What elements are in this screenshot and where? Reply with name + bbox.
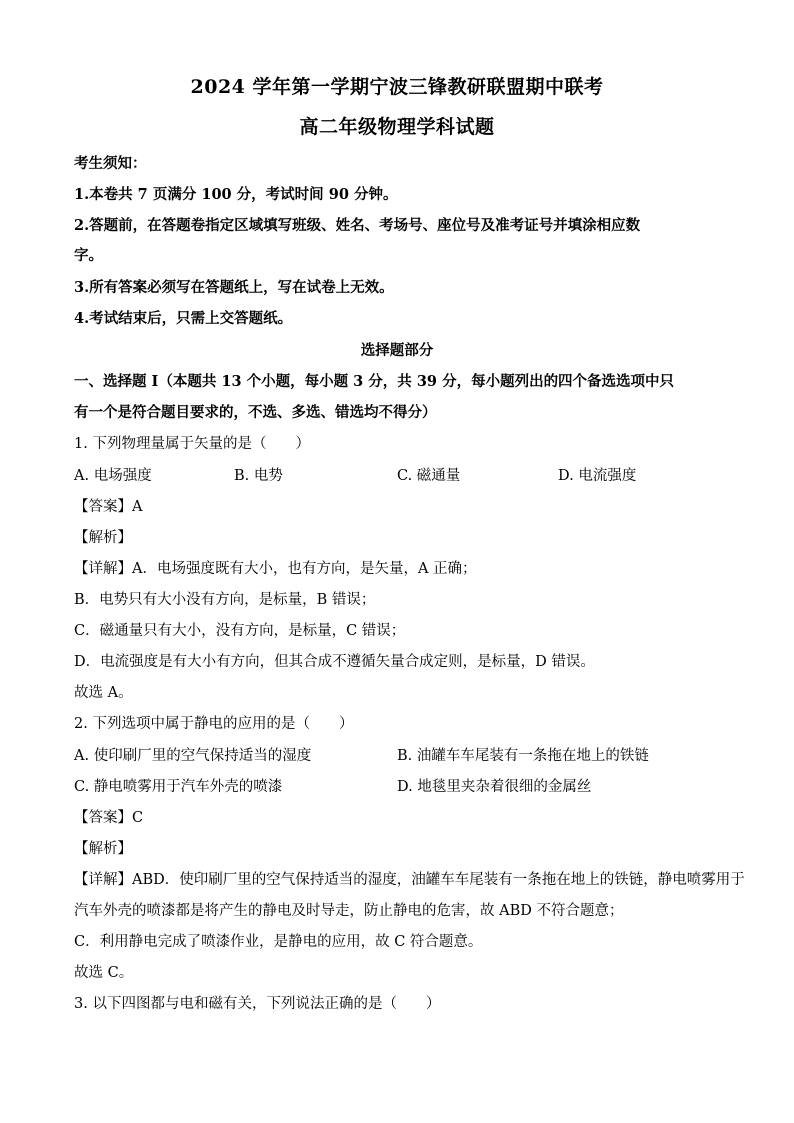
- answer-label: 【答案】C: [74, 810, 144, 826]
- option-d: D. 地毯里夹杂着很细的金属丝: [397, 779, 592, 795]
- option-a: A. 电场强度: [74, 468, 152, 484]
- section-intro: 有一个是符合题目要求的，不选、多选、错选均不得分）: [74, 404, 437, 421]
- option-c: C. 静电喷雾用于汽车外壳的喷漆: [74, 779, 283, 795]
- notice-item: 字。: [74, 247, 103, 264]
- notice-item: 4.考试结束后，只需上交答题纸。: [74, 310, 293, 327]
- option-b: B. 电势: [234, 468, 283, 484]
- notice-item: 2.答题前，在答题卷指定区域填写班级、姓名、考场号、座位号及准考证号并填涂相应数: [74, 217, 641, 234]
- notice-item: 3.所有答案必须写在答题纸上，写在试卷上无效。: [74, 279, 394, 296]
- question-stem: 2. 下列选项中属于静电的应用的是（ ）: [74, 716, 354, 732]
- analysis-label: 【解析】: [74, 530, 132, 546]
- question-stem: 1. 下列物理量属于矢量的是（ ）: [74, 436, 310, 452]
- notice-item: 1.本卷共 7 页满分 100 分，考试时间 90 分钟。: [74, 186, 398, 203]
- detail-line: 汽车外壳的喷漆都是将产生的静电及时导走，防止静电的危害，故 ABD 不符合题意；: [74, 903, 624, 919]
- detail-line: D．电流强度是有大小有方向，但其合成不遵循矢量合成定则，是标量，D 错误。: [74, 654, 595, 670]
- detail-line: 【详解】ABD．使印刷厂里的空气保持适当的湿度，油罐车车尾装有一条拖在地上的铁链，静电喷雾用于: [74, 872, 745, 888]
- answer-label: 【答案】A: [74, 499, 143, 515]
- detail-line: 【详解】A．电场强度既有大小，也有方向，是矢量，A 正确；: [74, 561, 477, 577]
- option-d: D. 电流强度: [558, 468, 637, 484]
- detail-line: 故选 A。: [74, 685, 133, 701]
- question-stem: 3. 以下四图都与电和磁有关，下列说法正确的是（ ）: [74, 996, 441, 1012]
- detail-line: B．电势只有大小没有方向，是标量，B 错误；: [74, 592, 376, 608]
- exam-title: 2024 学年第一学期宁波三锋教研联盟期中联考: [190, 76, 604, 98]
- detail-line: 故选 C。: [74, 965, 134, 981]
- exam-subtitle: 高二年级物理学科试题: [299, 116, 495, 138]
- option-b: B. 油罐车车尾装有一条拖在地上的铁链: [397, 748, 649, 764]
- detail-line: C．利用静电完成了喷漆作业，是静电的应用，故 C 符合题意。: [74, 934, 483, 950]
- detail-line: C．磁通量只有大小，没有方向，是标量，C 错误；: [74, 623, 406, 639]
- section-intro: 一、选择题 I（本题共 13 个小题，每小题 3 分，共 39 分，每小题列出的四个备选选项中只: [74, 373, 675, 390]
- notice-heading: 考生须知：: [74, 155, 147, 172]
- analysis-label: 【解析】: [74, 841, 132, 857]
- option-c: C. 磁通量: [397, 468, 461, 484]
- section-title: 选择题部分: [360, 342, 434, 359]
- option-a: A. 使印刷厂里的空气保持适当的湿度: [74, 748, 312, 764]
